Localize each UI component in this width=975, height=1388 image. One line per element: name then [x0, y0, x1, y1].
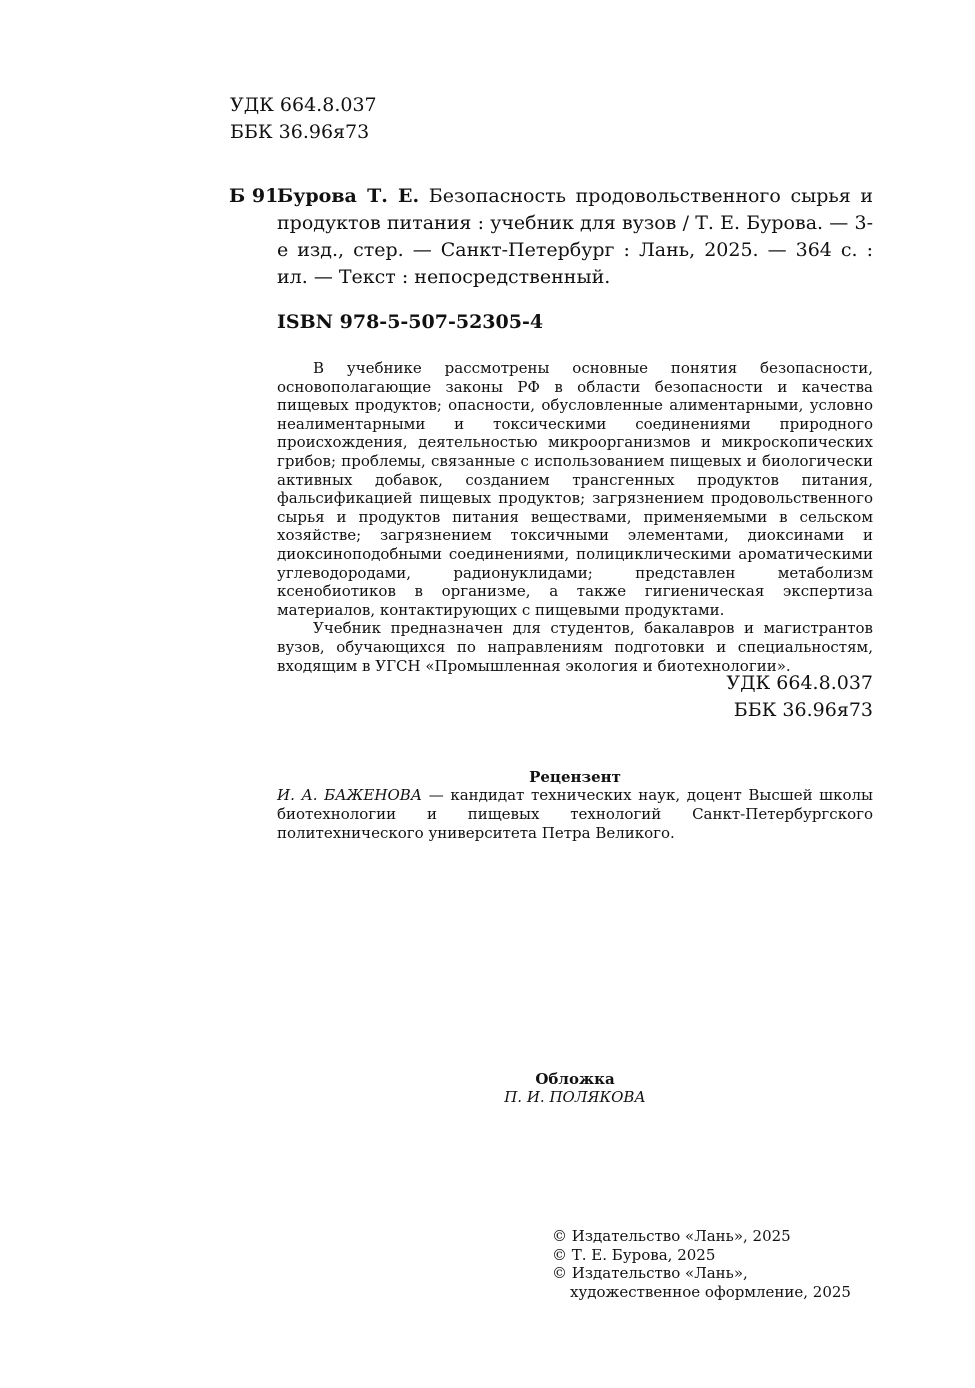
copyright-line: © Издательство «Лань», 2025	[552, 1227, 791, 1245]
reviewer-description: — кандидат технических наук, доцент Высшей школы биотехнологии и пищевых технологий Санкт-Петербургского политехнического университета Петра Великого.	[277, 786, 873, 842]
annotation	[277, 359, 873, 675]
copyright-line: © Издательство «Лань»,	[552, 1264, 748, 1282]
bib-description: Безопасность продовольственного сырья и продуктов питания : учебник для вузов / Т. Е. Бурова. — 3-е изд., стер. — Санкт-Петербург : Лань, 2025. — 364 с. : ил. — Текст : непосредственный.	[277, 185, 873, 288]
bbk-code: ББК 36.96я73	[230, 121, 370, 143]
copyright-block	[552, 1227, 851, 1301]
bib-author: Бурова Т. Е.	[277, 185, 420, 207]
annotation-paragraph: В учебнике рассмотрены основные понятия безопасности, основополагающие законы РФ в области безопасности и качества пищевых продуктов; опасности, обусловленные алиментарными, условно неалиментарными и токсическими соединениями природного происхождения, деятельностью микроорганизмов и микроскопических грибов; проблемы, связанные с использованием пищевых и биологически активных добавок, созданием трансгенных продуктов питания, фальсификацией пищевых продуктов; загрязнением продовольственного сырья и продуктов питания веществами, применяемыми в сельском хозяйстве; загрязнением токсичными элементами, диоксинами и диоксиноподобными соединениями, полициклическими ароматическими углеводородами, радионуклидами; представлен метаболизм ксенобиотиков в организме, а также гигиеническая экспертиза материалов, контактирующих с пищевыми продуктами.	[277, 359, 873, 619]
cover-credit	[277, 1070, 873, 1106]
cover-heading: Обложка	[535, 1070, 615, 1088]
bbk-code: ББК 36.96я73	[733, 699, 873, 721]
udk-code: УДК 664.8.037	[230, 94, 377, 116]
reviewer-name: И. А. БАЖЕНОВА	[277, 786, 423, 804]
copyright-line: © Т. Е. Бурова, 2025	[552, 1245, 716, 1264]
isbn: ISBN 978-5-507-52305-4	[277, 311, 544, 333]
udk-bbk-top	[230, 92, 377, 146]
author-cipher: Б 91	[229, 185, 279, 207]
reviewer-info	[277, 786, 873, 843]
bibliographic-record	[277, 183, 873, 291]
cover-artist: П. И. ПОЛЯКОВА	[504, 1088, 646, 1106]
annotation-paragraph: Учебник предназначен для студентов, бакалавров и магистрантов вузов, обучающихся по направлениям подготовки и специальностям, входящим в УГСН «Промышленная экология и биотехнологии».	[277, 619, 873, 675]
copyright-line: художественное оформление, 2025	[570, 1282, 851, 1301]
udk-bbk-bottom	[726, 670, 873, 724]
udk-code: УДК 664.8.037	[726, 672, 873, 694]
reviewer-heading: Рецензент	[529, 768, 621, 786]
